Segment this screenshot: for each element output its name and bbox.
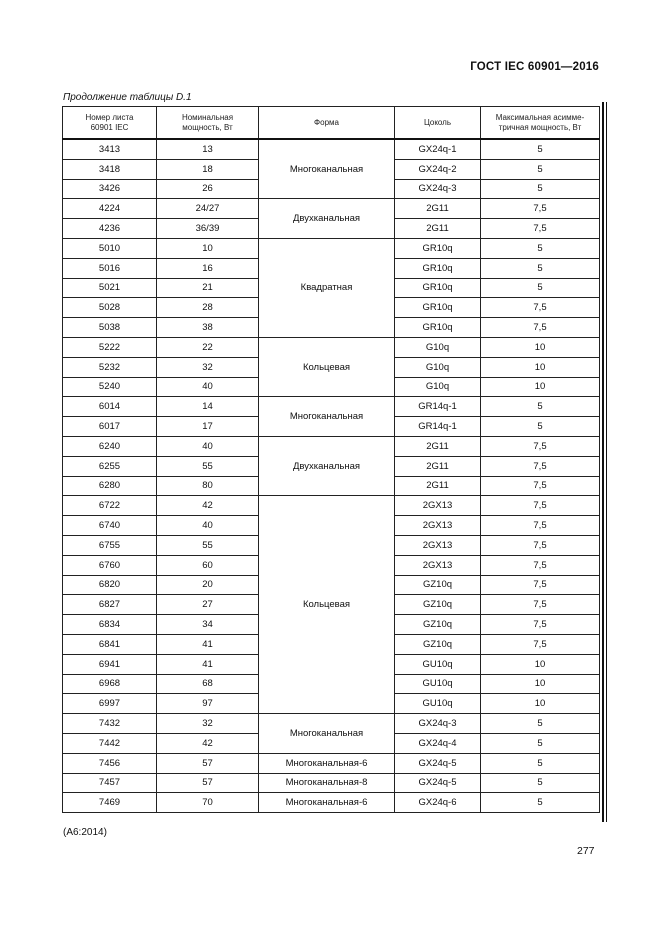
sheet-number-cell: 6255 xyxy=(63,456,157,476)
asymmetric-power-cell: 7,5 xyxy=(481,615,600,635)
nominal-power-cell: 70 xyxy=(157,793,259,813)
cap-cell: GZ10q xyxy=(395,575,481,595)
page-number: 277 xyxy=(577,845,595,857)
form-cell: Многоканальная xyxy=(259,714,395,754)
table-row xyxy=(63,337,600,357)
document-header: ГОСТ IEC 60901—2016 xyxy=(470,61,599,73)
asymmetric-power-cell: 7,5 xyxy=(481,516,600,536)
cap-cell: GR10q xyxy=(395,258,481,278)
col-power-header xyxy=(157,107,259,140)
header-line: тричная мощность, Вт xyxy=(498,122,582,132)
nominal-power-cell: 24/27 xyxy=(157,199,259,219)
asymmetric-power-cell: 10 xyxy=(481,377,600,397)
sheet-number-cell: 3426 xyxy=(63,179,157,199)
sheet-number-cell: 5240 xyxy=(63,377,157,397)
asymmetric-power-cell: 7,5 xyxy=(481,298,600,318)
sheet-number-cell: 6240 xyxy=(63,436,157,456)
sheet-number-cell: 7457 xyxy=(63,773,157,793)
cap-cell: G10q xyxy=(395,377,481,397)
asymmetric-power-cell: 5 xyxy=(481,278,600,298)
header-line: мощность, Вт xyxy=(182,122,233,132)
asymmetric-power-cell: 7,5 xyxy=(481,476,600,496)
form-cell: Многоканальная-6 xyxy=(259,793,395,813)
nominal-power-cell: 10 xyxy=(157,238,259,258)
header-line: Форма xyxy=(314,117,339,127)
table-row xyxy=(63,238,600,258)
sheet-number-cell: 5021 xyxy=(63,278,157,298)
asymmetric-power-cell: 5 xyxy=(481,238,600,258)
change-bar xyxy=(602,102,604,822)
nominal-power-cell: 22 xyxy=(157,337,259,357)
cap-cell: 2G11 xyxy=(395,436,481,456)
nominal-power-cell: 34 xyxy=(157,615,259,635)
sheet-number-cell: 6997 xyxy=(63,694,157,714)
cap-cell: GR10q xyxy=(395,278,481,298)
cap-cell: 2G11 xyxy=(395,219,481,239)
table-row xyxy=(63,139,600,159)
sheet-number-cell: 5232 xyxy=(63,357,157,377)
nominal-power-cell: 28 xyxy=(157,298,259,318)
cap-cell: GX24q-5 xyxy=(395,773,481,793)
sheet-number-cell: 6968 xyxy=(63,674,157,694)
lamp-data-table xyxy=(62,106,600,813)
header-line: Цоколь xyxy=(423,117,452,127)
asymmetric-power-cell: 7,5 xyxy=(481,318,600,338)
table-row xyxy=(63,496,600,516)
cap-cell: GU10q xyxy=(395,694,481,714)
nominal-power-cell: 55 xyxy=(157,535,259,555)
form-cell: Кольцевая xyxy=(259,337,395,396)
sheet-number-cell: 7442 xyxy=(63,733,157,753)
sheet-number-cell: 6722 xyxy=(63,496,157,516)
header-line: Номер листа xyxy=(85,112,134,122)
asymmetric-power-cell: 7,5 xyxy=(481,219,600,239)
asymmetric-power-cell: 5 xyxy=(481,139,600,159)
nominal-power-cell: 14 xyxy=(157,397,259,417)
sheet-number-cell: 6014 xyxy=(63,397,157,417)
asymmetric-power-cell: 10 xyxy=(481,357,600,377)
nominal-power-cell: 40 xyxy=(157,377,259,397)
table-header xyxy=(63,107,600,140)
nominal-power-cell: 60 xyxy=(157,555,259,575)
sheet-number-cell: 4224 xyxy=(63,199,157,219)
table-row xyxy=(63,199,600,219)
sheet-number-cell: 6760 xyxy=(63,555,157,575)
sheet-number-cell: 6941 xyxy=(63,654,157,674)
form-cell: Многоканальная xyxy=(259,139,395,199)
col-asym-header xyxy=(481,107,600,140)
form-cell: Многоканальная xyxy=(259,397,395,437)
cap-cell: GX24q-3 xyxy=(395,179,481,199)
sheet-number-cell: 7469 xyxy=(63,793,157,813)
asymmetric-power-cell: 7,5 xyxy=(481,199,600,219)
amendment-note: (A6:2014) xyxy=(63,827,107,838)
cap-cell: GR10q xyxy=(395,298,481,318)
nominal-power-cell: 42 xyxy=(157,733,259,753)
nominal-power-cell: 36/39 xyxy=(157,219,259,239)
nominal-power-cell: 57 xyxy=(157,773,259,793)
table-row xyxy=(63,753,600,773)
nominal-power-cell: 18 xyxy=(157,159,259,179)
col-sheet-header xyxy=(63,107,157,140)
asymmetric-power-cell: 10 xyxy=(481,337,600,357)
table-row xyxy=(63,773,600,793)
asymmetric-power-cell: 7,5 xyxy=(481,456,600,476)
asymmetric-power-cell: 5 xyxy=(481,258,600,278)
table-body xyxy=(63,139,600,813)
cap-cell: G10q xyxy=(395,357,481,377)
cap-cell: GR14q-1 xyxy=(395,397,481,417)
cap-cell: GX24q-3 xyxy=(395,714,481,734)
cap-cell: 2GX13 xyxy=(395,555,481,575)
cap-cell: GZ10q xyxy=(395,595,481,615)
nominal-power-cell: 16 xyxy=(157,258,259,278)
asymmetric-power-cell: 10 xyxy=(481,654,600,674)
cap-cell: GZ10q xyxy=(395,615,481,635)
form-cell: Квадратная xyxy=(259,238,395,337)
table-row xyxy=(63,436,600,456)
cap-cell: 2G11 xyxy=(395,456,481,476)
nominal-power-cell: 41 xyxy=(157,634,259,654)
form-cell: Кольцевая xyxy=(259,496,395,714)
nominal-power-cell: 55 xyxy=(157,456,259,476)
asymmetric-power-cell: 7,5 xyxy=(481,575,600,595)
nominal-power-cell: 41 xyxy=(157,654,259,674)
asymmetric-power-cell: 5 xyxy=(481,179,600,199)
nominal-power-cell: 40 xyxy=(157,436,259,456)
cap-cell: 2G11 xyxy=(395,199,481,219)
asymmetric-power-cell: 5 xyxy=(481,793,600,813)
sheet-number-cell: 6820 xyxy=(63,575,157,595)
table-row xyxy=(63,793,600,813)
col-form-header xyxy=(259,107,395,140)
table-header-row xyxy=(63,107,600,140)
sheet-number-cell: 5016 xyxy=(63,258,157,278)
nominal-power-cell: 38 xyxy=(157,318,259,338)
sheet-number-cell: 6280 xyxy=(63,476,157,496)
cap-cell: GR14q-1 xyxy=(395,417,481,437)
nominal-power-cell: 27 xyxy=(157,595,259,615)
asymmetric-power-cell: 7,5 xyxy=(481,535,600,555)
asymmetric-power-cell: 7,5 xyxy=(481,496,600,516)
nominal-power-cell: 32 xyxy=(157,714,259,734)
cap-cell: GX24q-5 xyxy=(395,753,481,773)
cap-cell: GU10q xyxy=(395,654,481,674)
table-row xyxy=(63,714,600,734)
asymmetric-power-cell: 5 xyxy=(481,733,600,753)
cap-cell: GU10q xyxy=(395,674,481,694)
header-line: Номинальная xyxy=(181,112,234,122)
table-caption: Продолжение таблицы D.1 xyxy=(63,92,192,103)
nominal-power-cell: 68 xyxy=(157,674,259,694)
cap-cell: 2G11 xyxy=(395,476,481,496)
cap-cell: GZ10q xyxy=(395,634,481,654)
col-cap-header xyxy=(395,107,481,140)
sheet-number-cell: 5038 xyxy=(63,318,157,338)
nominal-power-cell: 20 xyxy=(157,575,259,595)
asymmetric-power-cell: 5 xyxy=(481,714,600,734)
nominal-power-cell: 32 xyxy=(157,357,259,377)
header-line: 60901 IEC xyxy=(90,122,129,132)
asymmetric-power-cell: 7,5 xyxy=(481,555,600,575)
sheet-number-cell: 6740 xyxy=(63,516,157,536)
asymmetric-power-cell: 5 xyxy=(481,753,600,773)
form-cell: Двухканальная xyxy=(259,199,395,239)
sheet-number-cell: 6827 xyxy=(63,595,157,615)
sheet-number-cell: 5222 xyxy=(63,337,157,357)
header-line: Максимальная асимме- xyxy=(495,112,585,122)
sheet-number-cell: 6017 xyxy=(63,417,157,437)
sheet-number-cell: 6841 xyxy=(63,634,157,654)
cap-cell: GX24q-1 xyxy=(395,139,481,159)
asymmetric-power-cell: 5 xyxy=(481,159,600,179)
form-cell: Двухканальная xyxy=(259,436,395,495)
nominal-power-cell: 57 xyxy=(157,753,259,773)
asymmetric-power-cell: 5 xyxy=(481,417,600,437)
form-cell: Многоканальная-6 xyxy=(259,753,395,773)
asymmetric-power-cell: 10 xyxy=(481,674,600,694)
nominal-power-cell: 13 xyxy=(157,139,259,159)
cap-cell: GX24q-2 xyxy=(395,159,481,179)
nominal-power-cell: 40 xyxy=(157,516,259,536)
cap-cell: G10q xyxy=(395,337,481,357)
sheet-number-cell: 7432 xyxy=(63,714,157,734)
cap-cell: GX24q-6 xyxy=(395,793,481,813)
asymmetric-power-cell: 10 xyxy=(481,694,600,714)
sheet-number-cell: 5010 xyxy=(63,238,157,258)
sheet-number-cell: 6834 xyxy=(63,615,157,635)
nominal-power-cell: 97 xyxy=(157,694,259,714)
cap-cell: GR10q xyxy=(395,318,481,338)
cap-cell: GX24q-4 xyxy=(395,733,481,753)
asymmetric-power-cell: 5 xyxy=(481,397,600,417)
asymmetric-power-cell: 7,5 xyxy=(481,595,600,615)
sheet-number-cell: 3413 xyxy=(63,139,157,159)
nominal-power-cell: 42 xyxy=(157,496,259,516)
nominal-power-cell: 17 xyxy=(157,417,259,437)
sheet-number-cell: 7456 xyxy=(63,753,157,773)
nominal-power-cell: 26 xyxy=(157,179,259,199)
asymmetric-power-cell: 7,5 xyxy=(481,634,600,654)
sheet-number-cell: 6755 xyxy=(63,535,157,555)
cap-cell: 2GX13 xyxy=(395,535,481,555)
cap-cell: 2GX13 xyxy=(395,516,481,536)
sheet-number-cell: 3418 xyxy=(63,159,157,179)
table-row xyxy=(63,397,600,417)
form-cell: Многоканальная-8 xyxy=(259,773,395,793)
change-bar-inner xyxy=(606,102,607,822)
asymmetric-power-cell: 7,5 xyxy=(481,436,600,456)
cap-cell: GR10q xyxy=(395,238,481,258)
cap-cell: 2GX13 xyxy=(395,496,481,516)
nominal-power-cell: 80 xyxy=(157,476,259,496)
sheet-number-cell: 5028 xyxy=(63,298,157,318)
sheet-number-cell: 4236 xyxy=(63,219,157,239)
asymmetric-power-cell: 5 xyxy=(481,773,600,793)
nominal-power-cell: 21 xyxy=(157,278,259,298)
